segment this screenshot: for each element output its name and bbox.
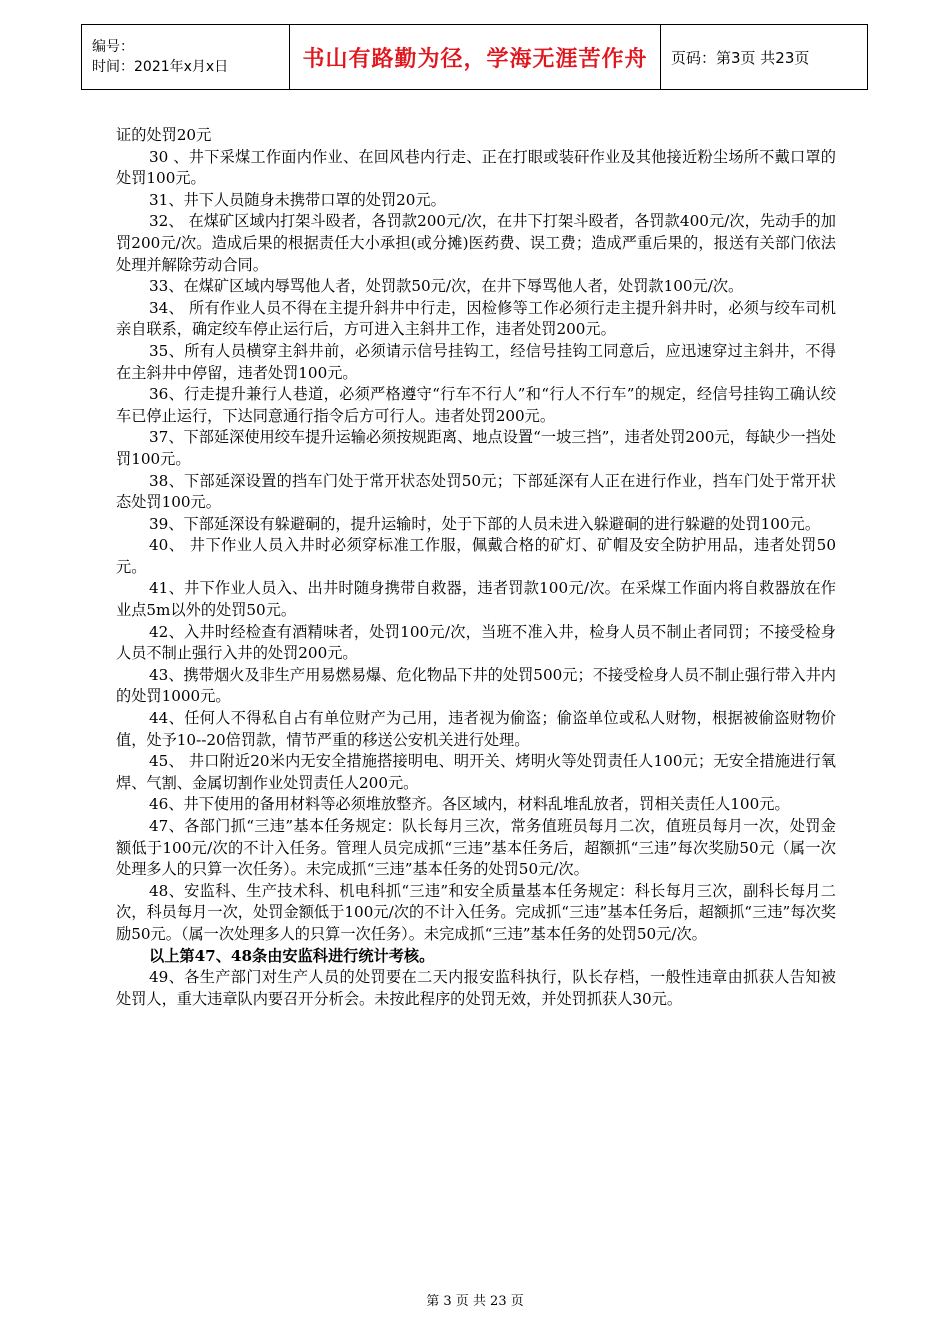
paragraph: 49、各生产部门对生产人员的处罚要在二天内报安监科执行，队长存档，一般性违章由抓获人告知被处罚人，重大违章队内要召开分析会。未按此程序的处罚无效，并处罚抓获人30元。 bbox=[116, 968, 836, 1008]
page-footer: 第 3 页 共 23 页 bbox=[426, 1294, 524, 1309]
paragraph: 39、下部延深设有躲避硐的，提升运输时，处于下部的人员未进入躲避硐的进行躲避的处罚100元。 bbox=[149, 514, 821, 533]
paragraph: 44、任何人不得私自占有单位财产为己用，违者视为偷盗；偷盗单位或私人财物，根据被偷盗财物价值，处予10--20倍罚款，情节严重的移送公安机关进行处理。 bbox=[116, 709, 836, 749]
paragraph: 45、 井口附近20米内无安全措施搭接明电、明开关、烤明火等处罚责任人100元；无安全措施进行氧焊、气割、金属切割作业处罚责任人200元。 bbox=[116, 752, 836, 792]
bold-note: 以上第47、48条由安监科进行统计考核。 bbox=[149, 946, 435, 965]
document-body bbox=[116, 125, 836, 1010]
paragraph: 47、各部门抓“三违”基本任务规定：队长每月三次，常务值班员每月二次，值班员每月一次，处罚金额低于100元/次的不计入任务。管理人员完成抓“三违”基本任务后，超额抓“三违”每次奖励50元（属一次处理多人的只算一次任务）。未完成抓“三违”基本任务的处罚50元/次。 bbox=[116, 817, 836, 879]
paragraph: 38、下部延深设置的挡车门处于常开状态处罚50元；下部延深有人正在进行作业，挡车门处于常开状态处罚100元。 bbox=[116, 471, 836, 512]
paragraph: 35、所有人员横穿主斜井前，必须请示信号挂钩工，经信号挂钩工同意后，应迅速穿过主斜井，不得在主斜井中停留，违者处罚100元。 bbox=[116, 341, 836, 382]
paragraph: 36、行走提升兼行人巷道，必须严格遵守“行车不行人”和“行人不行车”的规定，经信号挂钩工确认绞车已停止运行，下达同意通行指令后方可行人。违者处罚200元。 bbox=[116, 385, 836, 425]
paragraph: 43、携带烟火及非生产用易燃易爆、危化物品下井的处罚500元；不接受检身人员不制止强行带入井内的处罚1000元。 bbox=[116, 665, 836, 706]
paragraph: 32、 在煤矿区域内打架斗殴者，各罚款200元/次，在井下打架斗殴者，各罚款400元/次，先动手的加罚200元/次。造成后果的根据责任大小承担(或分摊)医药费、误工费；造成严重后果的，报送有关部门依法处理并解除劳动合同。 bbox=[116, 212, 836, 274]
paragraph: 41、井下作业人员入、出井时随身携带自救器，违者罚款100元/次。在采煤工作面内将自救器放在作业点5m以外的处罚50元。 bbox=[116, 579, 836, 620]
paragraph: 33、在煤矿区域内辱骂他人者，处罚款50元/次，在井下辱骂他人者，处罚款100元/次。 bbox=[149, 277, 744, 296]
paragraph: 37、下部延深使用绞车提升运输必须按规距离、地点设置“一坡三挡”，违者处罚200元，每缺少一挡处罚100元。 bbox=[116, 428, 836, 468]
paragraph: 31、井下人员随身未携带口罩的处罚20元。 bbox=[149, 190, 446, 209]
number-label: 编号： bbox=[92, 39, 134, 55]
paragraph: 48、安监科、生产技术科、机电科抓“三违”和安全质量基本任务规定：科长每月三次，副科长每月二次，科员每月一次，处罚金额低于100元/次的不计入任务。完成抓“三违”基本任务后，超额抓“三违”每次奖励50元。（属一次处理多人的只算一次任务）。未完成抓“三违”基本任务的处罚50元/次。 bbox=[116, 881, 836, 943]
paragraph: 证的处罚20元 bbox=[116, 126, 212, 144]
paragraph: 40、 井下作业人员入井时必须穿标准工作服，佩戴合格的矿灯、矿帽及安全防护用品，违者处罚50元。 bbox=[116, 536, 836, 576]
paragraph: 34、 所有作业人员不得在主提升斜井中行走，因检修等工作必须行走主提升斜井时，必须与绞车司机亲自联系，确定绞车停止运行后，方可进入主斜井工作，违者处罚200元。 bbox=[116, 298, 836, 339]
page-header bbox=[81, 24, 868, 90]
header-meta bbox=[82, 25, 290, 90]
paragraph: 30 、井下采煤工作面内作业、在回风巷内行走、正在打眼或装矸作业及其他接近粉尘场所不戴口罩的处罚100元。 bbox=[116, 147, 836, 188]
paragraph: 42、入井时经检查有酒精味者，处罚100元/次，当班不准入井，检身人员不制止者同罚；不接受检身人员不制止强行入井的处罚200元。 bbox=[116, 622, 836, 663]
motto: 书山有路勤为径，学海无涯苦作舟 bbox=[302, 46, 648, 72]
paragraph: 46、井下使用的备用材料等必须堆放整齐。各区域内，材料乱堆乱放者，罚相关责任人100元。 bbox=[149, 795, 790, 814]
time-label: 时间：2021年x月x日 bbox=[92, 59, 229, 75]
header-motto-cell bbox=[290, 25, 661, 90]
page-info: 页码：第3页 共23页 bbox=[661, 25, 868, 90]
